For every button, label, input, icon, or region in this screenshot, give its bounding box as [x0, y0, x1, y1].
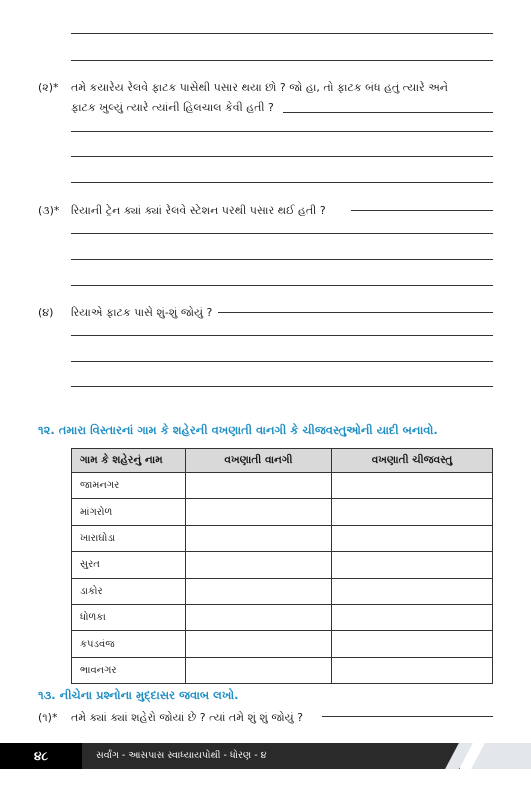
table-row: [72, 578, 493, 604]
food-cell[interactable]: [186, 631, 332, 657]
item-cell[interactable]: [332, 499, 493, 525]
answer-line[interactable]: [71, 156, 493, 157]
place-name: માંગરોળ: [72, 499, 186, 525]
question-number: (૨)*: [38, 81, 59, 94]
table-row: [72, 473, 493, 499]
food-cell[interactable]: [186, 499, 332, 525]
item-cell[interactable]: [332, 631, 493, 657]
table-row: [72, 631, 493, 657]
food-cell[interactable]: [186, 578, 332, 604]
food-cell[interactable]: [186, 604, 332, 630]
answer-line[interactable]: [218, 312, 493, 313]
section-13-heading: ૧૩. નીચેના પ્રશ્નોના મુદ્દાસર જવાબ લખો.: [38, 688, 239, 702]
place-name: ખારાઘોડા: [72, 525, 186, 551]
answer-line[interactable]: [351, 210, 493, 211]
place-name: ડાકોર: [72, 578, 186, 604]
answer-line[interactable]: [71, 285, 493, 286]
item-cell[interactable]: [332, 473, 493, 499]
footer-title: સર્વાંગ - આસપાસ સ્વાધ્યાયપોથી - ધોરણ - ૪: [96, 750, 267, 761]
answer-line[interactable]: [71, 335, 493, 336]
item-cell[interactable]: [332, 604, 493, 630]
table-row: [72, 552, 493, 578]
answer-line[interactable]: [71, 33, 493, 34]
column-header-food: વખણાતી વાનગી: [186, 449, 332, 473]
specialty-table: [71, 448, 493, 684]
page-footer: [0, 743, 531, 769]
place-name: જામનગર: [72, 473, 186, 499]
question-text: ફાટક ખુલ્યું ત્યારે ત્યાંની હિલચાલ કેવી હતી ?: [71, 101, 274, 114]
section-12-heading: ૧૨. તમારા વિસ્તારનાં ગામ કે શહેરની વખણાતી વાનગી કે ચીજવસ્તુઓની યાદી બનાવો.: [38, 423, 438, 437]
answer-line[interactable]: [71, 131, 493, 132]
place-name: સુરત: [72, 552, 186, 578]
column-header-place: ગામ કે શહેરનું નામ: [72, 449, 186, 473]
table-row: [72, 657, 493, 683]
question-text: તમે કયારેય રેલવે ફાટક પાસેથી પસાર થયા છો ? જો હા, તો ફાટક બંધ હતું ત્યારે અને: [71, 81, 448, 94]
question-number: (૩)*: [38, 204, 60, 217]
question-number: (૪): [38, 306, 54, 319]
question-text: રિયાએ ફાટક પાસે શું-શું જોયું ?: [71, 306, 213, 319]
food-cell[interactable]: [186, 552, 332, 578]
item-cell[interactable]: [332, 657, 493, 683]
place-name: ભાવનગર: [72, 657, 186, 683]
place-name: કપડવંજ: [72, 631, 186, 657]
table-row: [72, 499, 493, 525]
food-cell[interactable]: [186, 525, 332, 551]
table-header-row: [72, 449, 493, 473]
table-row: [72, 525, 493, 551]
answer-line[interactable]: [71, 259, 493, 260]
question-text: રિયાની ટ્રેન ક્યાં ક્યાં રેલવે સ્ટેશન પરથી પસાર થઈ હતી ?: [71, 204, 326, 217]
place-name: ધોળકા: [72, 604, 186, 630]
question-number: (૧)*: [38, 711, 58, 724]
column-header-item: વખણાતી ચીજવસ્તુ: [332, 449, 493, 473]
item-cell[interactable]: [332, 552, 493, 578]
answer-line[interactable]: [71, 182, 493, 183]
footer-stripe: [471, 743, 531, 769]
item-cell[interactable]: [332, 578, 493, 604]
item-cell[interactable]: [332, 525, 493, 551]
answer-line[interactable]: [71, 361, 493, 362]
answer-line[interactable]: [71, 233, 493, 234]
answer-line[interactable]: [322, 716, 493, 717]
answer-line[interactable]: [71, 60, 493, 61]
answer-line[interactable]: [283, 112, 493, 113]
answer-line[interactable]: [71, 386, 493, 387]
food-cell[interactable]: [186, 473, 332, 499]
table-row: [72, 604, 493, 630]
page-number: ૪૮: [0, 743, 82, 769]
question-text: તમે ક્યાં ક્યાં શહેરો જોયાં છે ? ત્યાં તમે શું શું જોયું ?: [71, 711, 303, 724]
food-cell[interactable]: [186, 657, 332, 683]
